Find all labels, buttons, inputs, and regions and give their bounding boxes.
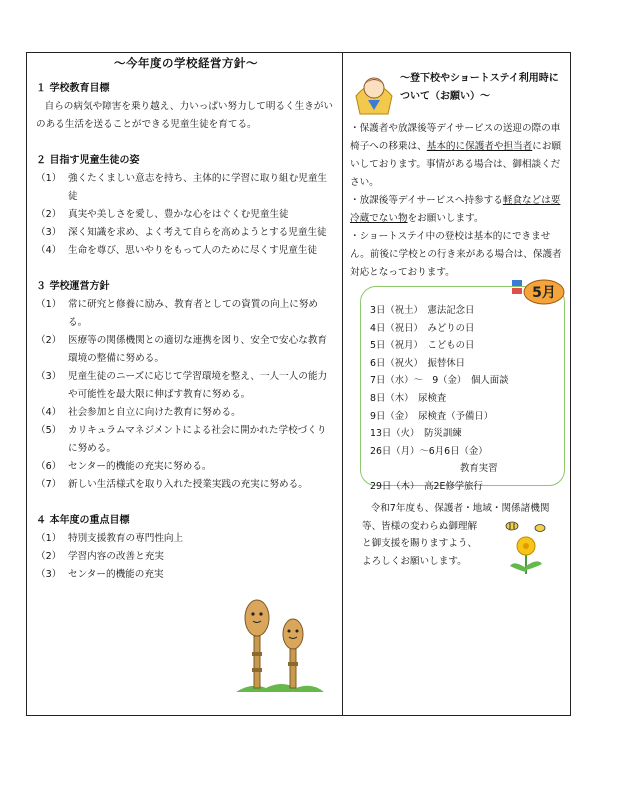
list-item: （1） 常に研究と修養に励み、教育者としての資質の向上に努める。 xyxy=(36,299,319,328)
list-item: （4） 生命を尊び、思いやりをもって人のために尽くす児童生徒 xyxy=(36,245,318,256)
list-item: 29日（木） 高2E修学旅行 xyxy=(370,480,483,492)
list-item: （3） 児童生徒のニーズに応じて学習環境を整え、一人一人の能力や可能性を最大限に伸ばす教育に努める。 xyxy=(36,371,328,400)
list-item: 5日（祝月） こどもの日 xyxy=(370,340,475,352)
bee-icon xyxy=(506,522,518,530)
list-item: （3） 深く知識を求め、よく考えて自らを高めようとする児童生徒 xyxy=(36,227,327,238)
grass-icon xyxy=(236,684,324,692)
list-item: （5） カリキュラムマネジメントによる社会に開かれた学校づくりに努める。 xyxy=(36,425,327,454)
horsetail-illustration xyxy=(232,596,328,700)
list-item: （1） 強くたくましい意志を持ち、主体的に学習に取り組む児童生徒 xyxy=(36,173,328,202)
column-divider xyxy=(342,52,343,716)
person-bowing-icon xyxy=(350,66,398,118)
left-column xyxy=(36,54,336,584)
list-item: 9日（金） 尿検査（予備日） xyxy=(370,410,494,422)
section2-heading: ２ 目指す児童生徒の姿 xyxy=(36,155,140,166)
list-item: （7） 新しい生活様式を取り入れた授業実践の充実に努める。 xyxy=(36,479,308,490)
closing-message: 令和7年度も、保護者・地域・関係諸機関 等、皆様の変わらぬ御理解 と御支援を賜りますよう、 よろしくお願いします。 xyxy=(362,503,550,567)
list-item: 26日（月）～6月6日（金） xyxy=(370,445,488,457)
list-item: 13日（火） 防災訓練 xyxy=(370,428,462,440)
dandelion-illustration xyxy=(500,518,560,578)
list-item: 7日（水）～ 9（金） 個人面談 xyxy=(370,375,509,387)
list-item: 8日（木） 尿検査 xyxy=(370,392,447,404)
section1-body: 自らの病気や障害を乗り越え、力いっぱい努力して明るく生きがいのある生活を送ることができる児童生徒を育てる。 xyxy=(36,101,334,130)
list-item: （2） 学習内容の改善と充実 xyxy=(36,551,164,562)
section3-heading: ３ 学校運営方針 xyxy=(36,281,110,292)
list-item: 6日（祝火） 振替休日 xyxy=(370,357,466,369)
carp-streamer-icon xyxy=(512,280,522,286)
schedule-list xyxy=(370,302,560,496)
page-title: ～今年度の学校経営方針～ xyxy=(114,56,258,70)
list-item: （1） 特別支援教育の専門性向上 xyxy=(36,533,184,544)
month-label: 5月 xyxy=(532,285,556,301)
list-item: （6） センター的機能の充実に努める。 xyxy=(36,461,212,472)
notice-title: ～登下校やショートステイ利用時に ついて（お願い）～ xyxy=(400,73,559,102)
section4-heading: ４ 本年度の重点目標 xyxy=(36,515,130,526)
list-item: （2） 真実や美しさを愛し、豊かな心をはぐくむ児童生徒 xyxy=(36,209,289,220)
list-item: （2） 医療等の関係機関との適切な連携を図り、安全で安心な教育環境の整備に努める。 xyxy=(36,335,328,364)
list-item: （4） 社会参加と自立に向けた教育に努める。 xyxy=(36,407,241,418)
list-item: 4日（祝日） みどりの日 xyxy=(370,322,475,334)
list-item: 3日（祝土） 憲法記念日 xyxy=(370,305,475,316)
section1-heading: １ 学校教育目標 xyxy=(36,83,110,94)
notice-body: ・保護者や放課後等デイサービスの送迎の際の車椅子への移乗は、基本的に保護者や担当者にお願いしております。事情がある場合は、御相談ください。 ・放課後等デイサービスへ持参する軽食などは要冷蔵でない物をお願いします。 ・ショートステイ中の登校は基本的にできません。前後に学校との行き来がある場合は、保護者対応となっております。 xyxy=(350,123,562,278)
list-item: （3） センター的機能の充実 xyxy=(36,569,164,580)
list-item: 教育実習 xyxy=(460,463,498,475)
